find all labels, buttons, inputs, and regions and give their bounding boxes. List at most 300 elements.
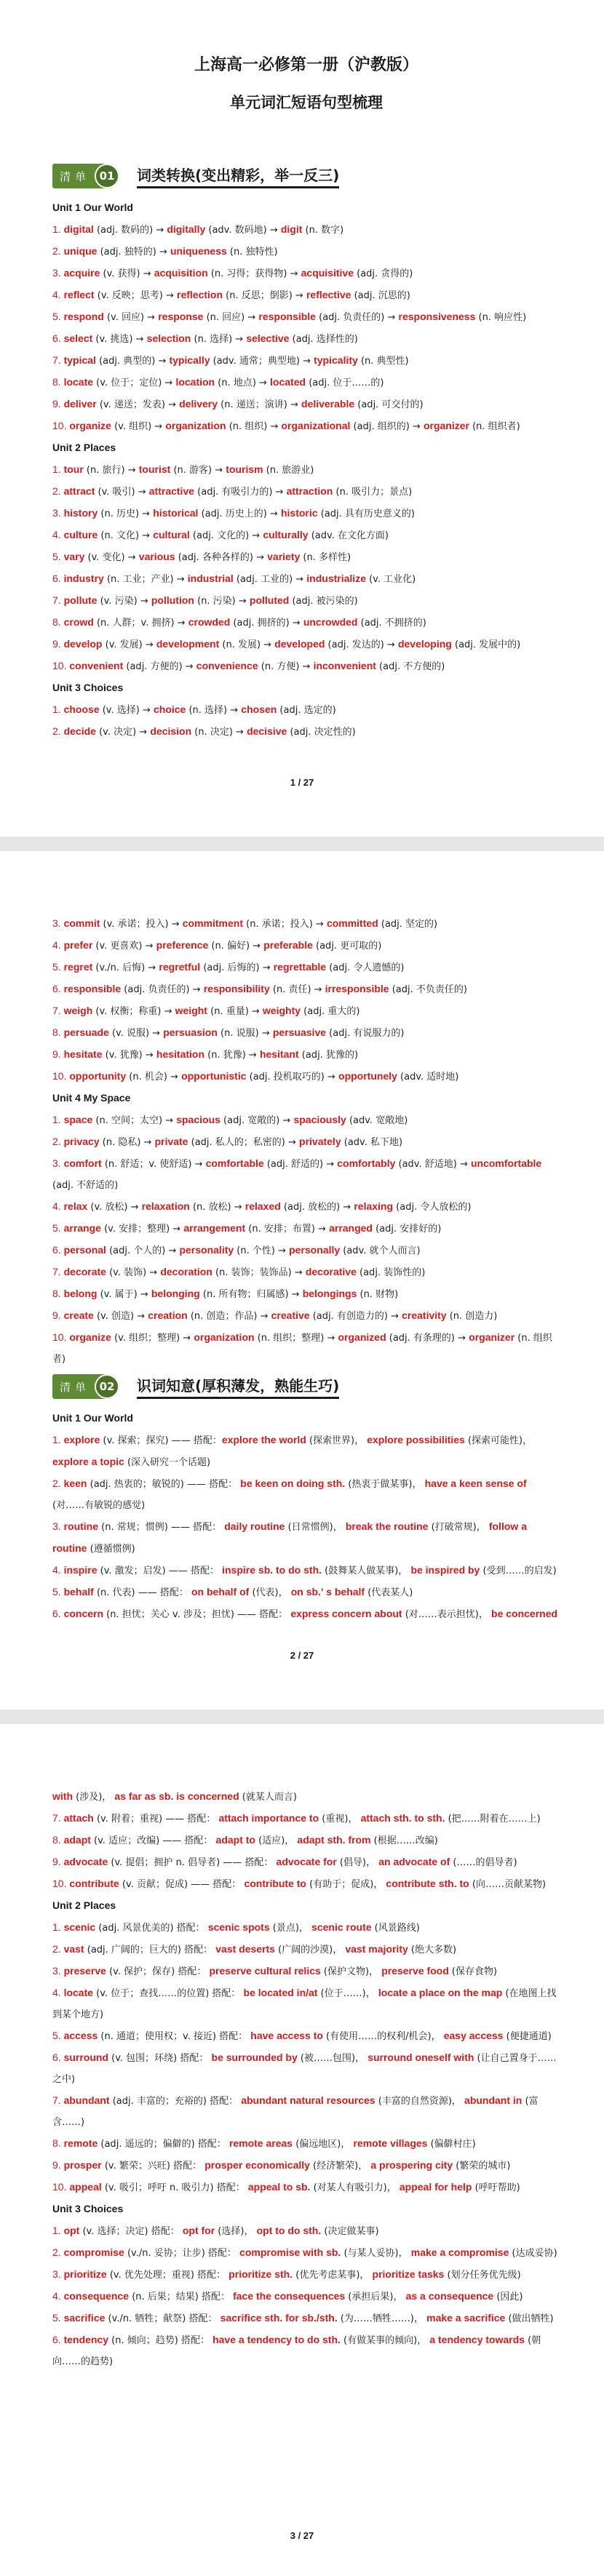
entry-gloss: (adj. 装饰性的) [356,1267,426,1278]
vocab-entry [52,1851,560,1873]
entry-gloss: (adj. 丰富的；充裕的) 搭配： [109,2096,242,2107]
entry-keyword: vary [63,551,85,562]
entry-keyword: located [270,376,306,388]
entry-gloss: (达成妥协) [509,2248,557,2259]
entry-keyword: unique [63,245,98,257]
entry-gloss: (优先考虑某事)， [293,2270,373,2281]
entry-keyword: be concerned [491,1608,558,1619]
entry-keyword: adapt [63,1834,91,1846]
entry-gloss: (adv. 适时地) [397,1072,459,1082]
vocab-entry [52,350,560,372]
vocab-entry [52,372,560,394]
entry-keyword: acquisition [154,267,208,279]
entry-keyword: decision [150,725,192,737]
vocab-entry [52,721,560,743]
page-content [52,164,560,743]
vocab-entry [52,1196,560,1218]
entry-gloss: (adj. 私人的；私密的) → [188,1137,300,1148]
entry-keyword: location [175,376,215,388]
vocab-entry [52,1044,560,1066]
entry-gloss: (绝大多数) [408,1945,457,1955]
entry-gloss: (adj. 风景优美的) 搭配： [95,1923,208,1934]
entry-keyword: contribute to [244,1878,306,1889]
entry-gloss: (n. 习得；获得物) → [207,268,301,279]
entry-gloss: (日常惯例)， [285,1522,346,1533]
entry-gloss: (adj. 宽敞的) → [220,1115,294,1126]
vocab-entry [52,2308,560,2329]
entry-number: 6. [52,983,64,994]
entry-number: 8. [52,1026,64,1038]
vocab-entry [52,2242,560,2264]
entry-keyword: commitment [182,917,243,929]
entry-keyword: scenic spots [207,1921,270,1933]
entry-keyword: responsible [258,311,316,322]
entry-gloss: (v./n. 牺牲；献祭) 搭配： [105,2313,220,2324]
vocab-entry [52,1218,560,1240]
entry-number: 9. [52,638,64,650]
entry-gloss: (adj. 更可取的) [312,941,382,952]
vocab-entry [52,590,560,612]
entry-gloss: (v. 犹豫) → [102,1050,156,1061]
entry-gloss: (n. 说服) → [217,1028,273,1039]
entry-keyword: a prospering city [370,2159,453,2171]
entry-keyword: decoration [160,1266,212,1277]
entry-number: 4. [52,2290,64,2302]
page-number: 1 / 27 [290,777,314,788]
entry-gloss: (adj. 坚定的) [378,919,438,930]
entry-keyword: sacrifice sth. for sb./sth. [220,2312,338,2324]
entry-gloss: (v. 污染) → [97,596,151,607]
entry-gloss: (v. 保护；保存) 搭配： [106,1966,210,1977]
entry-gloss: (n. 组织者) [469,421,520,432]
entry-gloss: (adj. 位于……的) [306,378,384,388]
vocab-entry [52,1603,560,1625]
vocab-entry [52,1560,560,1582]
entry-gloss: (偏僻村庄) [427,2139,476,2150]
entry-keyword: comfortably [337,1157,396,1169]
entry-number: 7. [52,354,64,366]
entry-gloss: (v. 附着；重视) —— 搭配： [93,1814,219,1825]
entry-keyword: spaciously [293,1114,346,1125]
entry-gloss: (adj. 独特的) → [97,247,170,258]
entry-number: 2. [52,245,64,257]
entry-number: 5. [52,2030,64,2041]
entry-keyword: organizer [423,420,469,431]
vocab-entry [52,1873,560,1895]
section-badge-label: 清单 [60,1380,91,1394]
vocab-entry [52,2133,560,2155]
entry-number: 2. [52,485,64,497]
entry-keyword: locate [63,376,94,388]
entry-keyword: attach sth. to sth. [360,1812,445,1824]
entry-keyword: prosper [63,2159,102,2171]
entry-keyword: variety [267,551,301,562]
entry-gloss: (adj. 典型的) → [95,356,170,367]
entry-keyword: creative [271,1309,310,1321]
section-badge-number: 01 [95,164,119,188]
entry-keyword: on behalf of [191,1586,250,1598]
entry-gloss: (n. 空间；太空) → [92,1115,177,1126]
entry-keyword: have access to [250,2030,323,2041]
entry-number: 6. [52,332,64,344]
vocab-entry [52,1516,560,1560]
entry-gloss: (n. 安排；布置) → [245,1224,330,1235]
entry-gloss: (adj. 放松的) → [280,1202,354,1213]
entry-keyword: prioritize tasks [372,2268,445,2280]
entry-keyword: historic [280,507,318,519]
entry-keyword: attractive [148,485,195,497]
entry-gloss: (adj. 后悔的) → [200,962,274,973]
entry-gloss: (v. 反映；思考) → [94,290,177,301]
entry-gloss: (向……贡献某物) [469,1879,547,1890]
vocab-entry [52,546,560,568]
entry-number: 3. [52,1520,64,1532]
entry-keyword: as far as sb. is concerned [114,1790,239,1802]
entry-keyword: tourist [138,463,171,475]
entry-keyword: follow a routine [52,1520,528,1554]
vocab-entry [52,1582,560,1603]
entry-number: 1. [52,703,64,715]
entry-gloss: (n. 多样性) [300,552,351,563]
entry-gloss: (v. 挑选) → [92,334,147,345]
vocab-entry [52,394,560,415]
entry-keyword: regretful [159,961,201,973]
entry-gloss: (v. 位于；定位) → [93,378,176,388]
entry-number: 1. [52,1921,64,1933]
entry-gloss: (n. 组织者) [52,1333,552,1365]
entry-gloss: (……的倡导者) [450,1857,517,1868]
entry-keyword: delivery [179,398,218,410]
entry-gloss: (n. 组织) → [226,421,282,432]
entry-keyword: developed [274,638,325,650]
entry-gloss: (adj. 数码的) → [93,225,167,236]
entry-keyword: abundant natural resources [241,2094,375,2106]
vocab-entry [52,1240,560,1261]
entry-keyword: arrangement [183,1222,246,1234]
entry-number: 5. [52,311,64,322]
entry-keyword: digitally [167,223,206,235]
entry-gloss: (adv. 通常；典型地) → [210,356,314,367]
entry-keyword: advocate for [276,1856,337,1867]
entry-gloss: (保护文物)， [320,1966,382,1977]
vocab-entry [52,978,560,1000]
entry-keyword: locate [63,1987,94,1998]
entry-gloss: (v. 安排；整理) → [100,1224,184,1235]
entry-number: 7. [52,1812,64,1824]
entry-keyword: choice [153,703,186,715]
entry-gloss: (adj. 沉思的) [351,290,410,301]
entry-keyword: development [156,638,220,650]
vocab-entry [52,263,560,284]
entry-keyword: preserve food [381,1965,449,1977]
vocab-entry [52,1830,560,1851]
entry-keyword: acquisitive [301,267,354,279]
vocab-entry [52,1261,560,1283]
entry-gloss: (n. 典型性) [357,356,409,367]
entry-gloss: (探索世界)， [306,1435,367,1446]
entry-gloss: (v. 选择) → [99,705,154,716]
entry-gloss: (n. 数字) [302,225,344,236]
entry-keyword: prefer [63,939,93,951]
entry-gloss: (n. 舒适；v. 使舒适) → [101,1159,206,1170]
entry-keyword: organized [338,1331,386,1343]
entry-gloss: (有使用……的权利/机会)， [322,2031,444,2042]
entry-keyword: cultural [153,529,190,541]
entry-gloss: (adj. 有条理的) → [386,1333,469,1344]
entry-gloss: (v. 繁荣；兴旺) 搭配： [101,2161,205,2172]
entry-keyword: preserve cultural relics [209,1965,321,1977]
entry-gloss: (n. 重量) → [207,1006,263,1017]
entry-keyword: relaxation [141,1200,190,1212]
entry-keyword: industrial [187,573,234,584]
entry-keyword: developing [397,638,452,650]
section-title: 识词知意(厚积薄发，熟能生巧) [137,1374,339,1399]
entry-keyword: inconvenient [313,660,376,671]
entry-gloss: (n. 回应) → [203,312,259,323]
unit-heading: Unit 2 Places [52,1899,116,1911]
entry-gloss: (n. 隐私) → [99,1137,155,1148]
entry-keyword: appeal to sb. [247,2181,311,2193]
entry-keyword: as a consequence [405,2290,494,2302]
entry-number: 7. [52,1005,64,1016]
entry-keyword: personal [63,1244,106,1256]
entry-keyword: industrialize [306,573,366,584]
entry-gloss: (n. 地点) → [215,378,271,388]
vocab-entry [52,2177,560,2198]
entry-gloss: (v. 激发；启发) —— 搭配： [97,1566,223,1576]
entry-gloss: (为……牺牲……)， [337,2313,427,2324]
entry-number: 7. [52,594,64,606]
entry-gloss: (n. 承诺；投入) → [243,919,327,930]
entry-keyword: an advocate of [378,1856,450,1867]
entry-keyword: prioritize sth. [229,2268,293,2280]
entry-keyword: adapt to [215,1834,255,1846]
entry-keyword: surround oneself with [367,2051,474,2063]
entry-number: 8. [52,2137,64,2149]
entry-keyword: deliver [63,398,97,410]
entry-gloss: (n. 反思；倒影) → [223,290,306,301]
entry-number: 2. [52,1943,64,1955]
entry-number: 5. [52,1222,64,1234]
entry-keyword: daily routine [224,1520,285,1532]
entry-keyword: remote areas [229,2137,293,2149]
vocab-entry [52,1305,560,1327]
entry-number: 5. [52,961,64,973]
entry-keyword: inspire [63,1564,98,1576]
entry-gloss: (对……表示担忧)， [402,1609,492,1620]
entry-gloss: (做出牺牲) [505,2313,554,2324]
entry-gloss: (n. 历史) → [98,509,154,519]
entry-gloss: (adj. 发展中的) [451,639,521,650]
entry-keyword: organizational [281,420,351,431]
vocab-entry [52,2264,560,2286]
vocab-entry [52,568,560,590]
entry-gloss: (对某人有吸引力)， [310,2182,400,2193]
entry-gloss: (v. 组织) → [111,421,166,432]
entry-gloss: (adj. 负责任的) → [315,312,399,323]
entry-gloss: (v. 贡献；促成) —— 搭配： [119,1879,245,1890]
entry-gloss: (n. 创造；作品) → [187,1311,271,1322]
entry-keyword: convenient [69,660,124,671]
entry-keyword: responsiveness [398,311,476,322]
entry-keyword: chosen [241,703,277,715]
entry-gloss: (adj. 不舒适的) [52,1180,119,1191]
entry-keyword: weighty [262,1005,301,1016]
entry-keyword: committed [326,917,378,929]
entry-keyword: access [63,2030,98,2041]
entry-gloss: (朝向……的趋势) [52,2335,541,2367]
entry-keyword: culture [63,529,98,541]
entry-keyword: history [63,507,98,519]
entry-keyword: organize [69,420,111,431]
entry-gloss: (n. 放松) → [189,1202,245,1213]
vocab-entry [52,1961,560,1982]
entry-keyword: belonging [151,1288,200,1299]
entry-keyword: preserve [63,1965,106,1977]
entry-gloss: (n. 游客) → [170,465,226,476]
entry-gloss: (遵循惯例) [87,1544,135,1555]
unit-heading: Unit 2 Places [52,442,116,453]
entry-keyword: explore [63,1434,100,1445]
entry-gloss: (n. 旅游业) [263,465,314,476]
entry-keyword: organizer [469,1331,515,1343]
entry-keyword: selective [246,332,290,344]
entry-keyword: typical [63,354,96,366]
entry-gloss: (v. 获得) → [100,268,154,279]
entry-gloss: (adj. 可交付的) [354,399,424,410]
entry-gloss: (n. 文化) → [98,530,154,541]
document-subtitle: 单元词汇短语句型梳理 [230,93,383,111]
entry-gloss: (adj. 文化的) → [189,530,263,541]
section-header [52,1374,560,1399]
entry-gloss: (n. 犹豫) → [204,1050,260,1061]
entry-gloss: (倡导)， [336,1857,379,1868]
entry-gloss: (n. 机会) → [126,1072,182,1082]
entry-gloss: (adj. 安排好的) [373,1224,442,1235]
entry-number: 9. [52,1048,64,1060]
entry-number: 8. [52,616,64,628]
entry-gloss: (根据……改编) [370,1835,438,1846]
entry-number: 9. [52,398,64,410]
entry-keyword: express concern about [290,1608,402,1619]
entry-gloss: (便捷通道) [503,2031,552,2042]
entry-gloss: (adv. 在文化方面) [308,530,389,541]
entry-gloss: (丰富的自然资源)， [375,2096,465,2107]
vocab-entry [52,699,560,721]
entry-gloss: (adj. 舒适的) → [263,1159,338,1170]
vocab-entry [52,415,560,437]
entry-keyword: regret [63,961,93,973]
entry-gloss: (决定做某事) [321,2226,379,2237]
entry-number: 6. [52,1244,64,1256]
entry-gloss: (adj. 组织的) → [350,421,424,432]
entry-keyword: break the routine [345,1520,429,1532]
entry-gloss: (v. 吸引；呼吁 n. 吸引力) 搭配： [101,2182,248,2193]
entry-keyword: be inspired by [410,1564,480,1576]
entry-keyword: digit [280,223,303,235]
entry-gloss: (adj. 决定性的) [287,727,356,738]
entry-gloss: (n. 倾向；趋势) 搭配： [108,2335,213,2346]
entry-gloss: (adj. 不拥挤的) [357,618,426,629]
entry-gloss: (n. 装饰；装饰品) → [212,1267,306,1278]
entry-keyword: hesitate [63,1048,103,1060]
entry-gloss: (n. 独特性) [226,247,278,258]
entry-number: 7. [52,1266,64,1277]
entry-keyword: convenience [196,660,258,671]
entry-keyword: opportunity [69,1070,127,1082]
entry-keyword: a tendency towards [429,2334,525,2345]
entry-keyword: decorate [63,1266,106,1277]
entry-gloss: (v. 优先处理；重视) 搭配： [106,2270,229,2281]
entry-gloss: (v. 探索；探究) —— 搭配： [100,1435,222,1446]
entry-keyword: vast deserts [215,1943,275,1955]
entry-keyword: responsible [63,983,122,994]
entry-number: 3. [52,917,64,929]
entry-gloss: (v. 递送；发表) → [96,399,180,410]
page-number: 2 / 27 [290,1650,314,1661]
entry-keyword: irresponsible [325,983,389,994]
entry-keyword: relaxed [245,1200,281,1212]
entry-keyword: preferable [263,939,313,951]
vocab-entry [52,1917,560,1939]
entry-gloss: (v. 位于；查找……的位置) 搭配： [93,1988,244,1999]
entry-number: 4. [52,529,64,541]
entry-keyword: vast [63,1943,84,1955]
entry-number: 1. [52,1114,64,1125]
entry-number: 8. [52,1288,64,1299]
entry-keyword: tendency [63,2334,109,2345]
entry-gloss: (n. 选择) → [191,334,247,345]
entry-keyword: have a keen sense of [424,1478,527,1489]
entry-keyword: create [63,1309,94,1321]
vocab-entry [52,219,560,241]
entry-gloss: (n. 污染) → [194,596,250,607]
document-page-3 [0,1724,604,2576]
entry-keyword: be located in/at [243,1987,318,1998]
entry-keyword: attach importance to [218,1812,319,1824]
entry-keyword: personally [289,1244,341,1256]
entry-gloss: (经济繁荣)， [309,2161,371,2172]
document-title: 上海高一必修第一册（沪教版） [194,55,418,74]
entry-gloss: (代表某人) [365,1587,413,1598]
entry-keyword: persuasive [272,1026,327,1038]
entry-keyword: comfort [63,1157,102,1169]
document-page-1 [0,0,604,837]
entry-gloss: (n. 常规；惯例) —— 搭配： [98,1522,225,1533]
entry-number: 2. [52,1136,64,1147]
entry-keyword: behalf [63,1586,94,1598]
entry-keyword: routine [63,1520,99,1532]
entry-gloss: (n. 个性) → [234,1245,290,1256]
page-content [52,913,560,1625]
entry-keyword: persuasion [163,1026,218,1038]
vocab-entry [52,2220,560,2242]
entry-gloss: (v. 承诺；投入) → [100,919,183,930]
entry-keyword: crowded [188,616,231,628]
entry-keyword: typicality [314,354,358,366]
entry-number: 8. [52,1834,64,1846]
entry-gloss: (呼吁帮助) [472,2182,520,2193]
entry-keyword: compromise with sb. [239,2246,341,2258]
entry-gloss: (n. 所有物；归属感) → [199,1289,303,1300]
entry-gloss: (adj. 不负责任的) [389,984,467,995]
entry-keyword: appeal for help [399,2181,472,2193]
entry-keyword: face the consequences [233,2290,346,2302]
entry-gloss: (n. 递送；演讲) → [218,399,301,410]
entry-gloss: (对……有敏锐的感觉) [52,1500,146,1511]
entry-keyword: industry [63,573,104,584]
entry-gloss: (在地图上找到某个地方) [52,1988,557,2020]
